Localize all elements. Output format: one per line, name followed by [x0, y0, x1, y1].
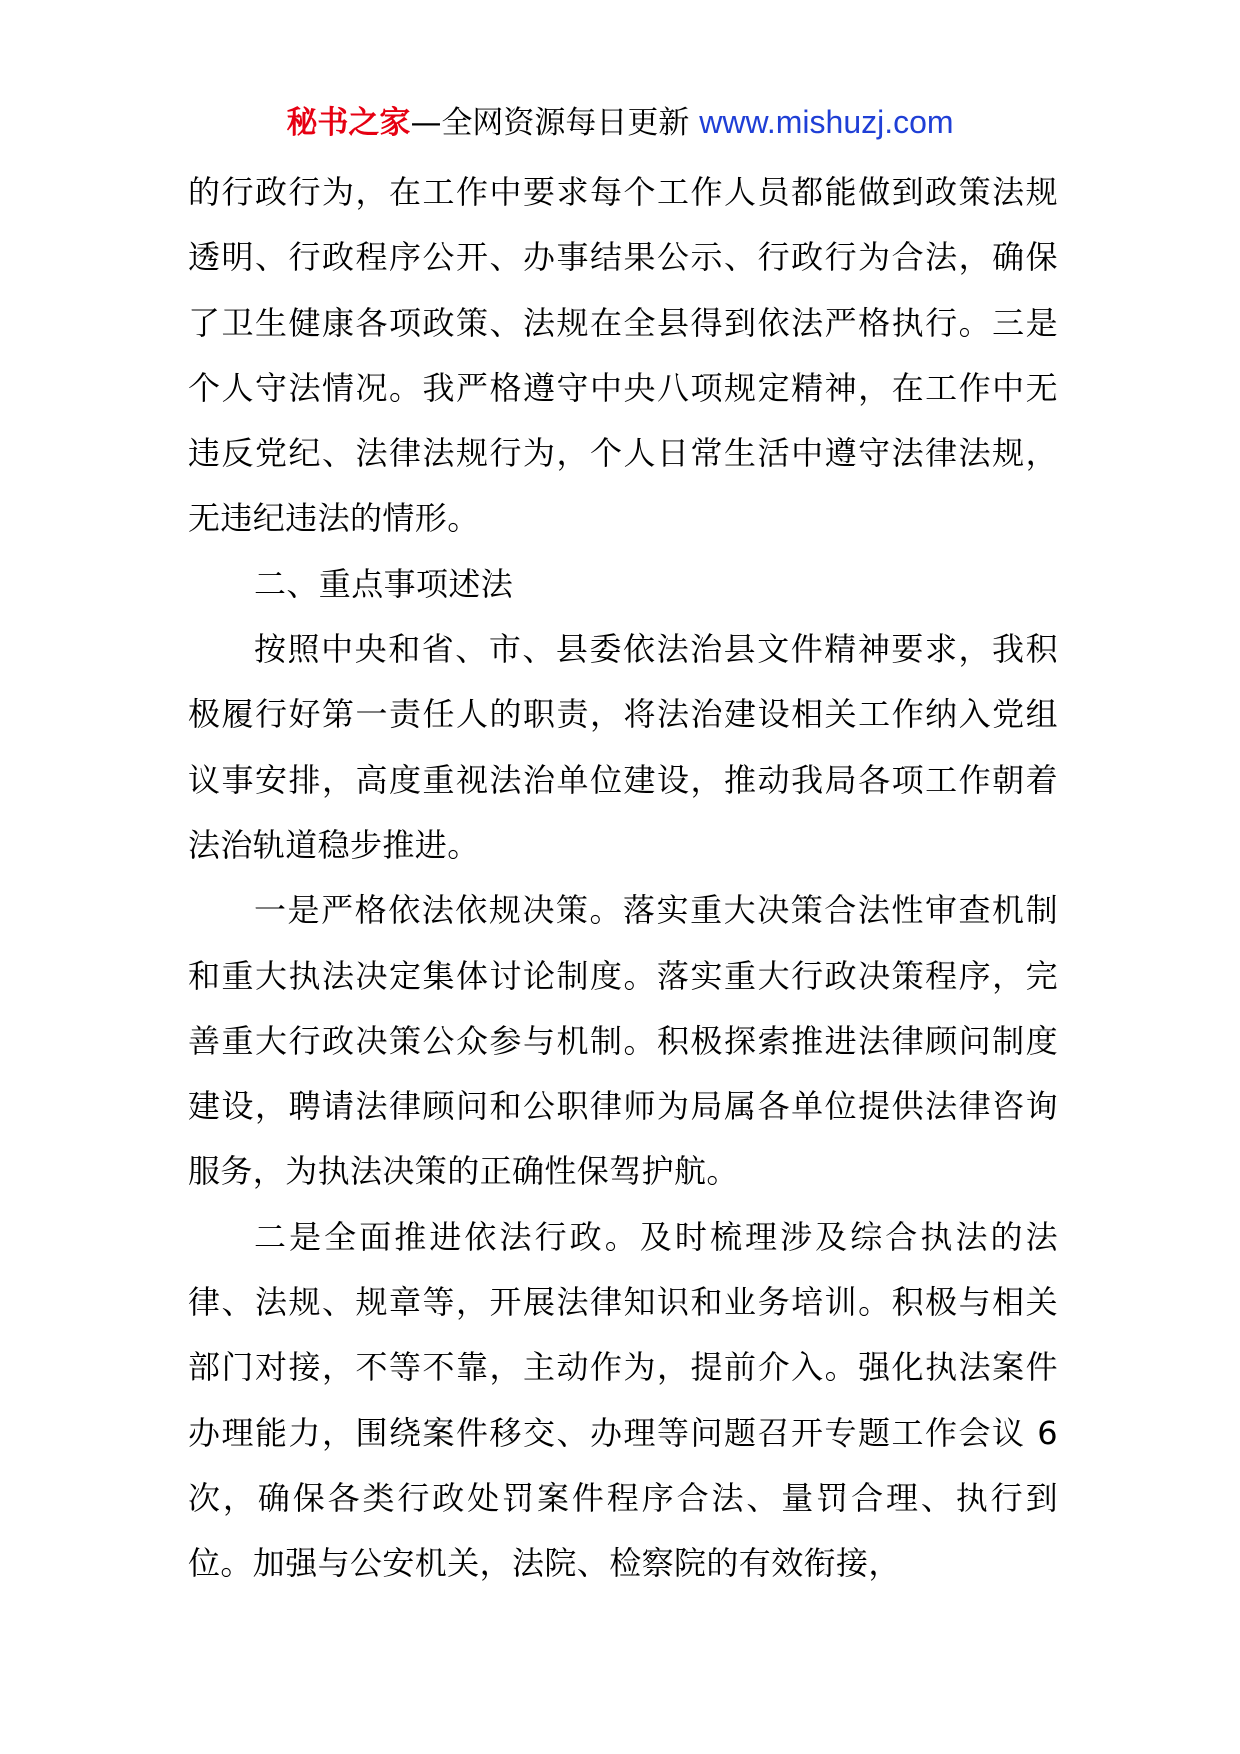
- site-url-link[interactable]: www.mishuzj.com: [699, 104, 954, 140]
- page-header: [0, 100, 1240, 145]
- paragraph-decision: 一是严格依法依规决策。落实重大决策合法性审查机制和重大执法决定集体讨论制度。落实重大行政决策程序，完善重大行政决策公众参与机制。积极探索推进法律顾问制度建设，聘请法律顾问和公职律师为局属各单位提供法律咨询服务，为执法决策的正确性保驾护航。: [188, 891, 1058, 1191]
- section-heading: 二、重点事项述法: [254, 564, 514, 603]
- site-brand: 秘书之家: [286, 105, 411, 141]
- paragraph-administration: 二是全面推进依法行政。及时梳理涉及综合执法的法律、法规、规章等，开展法律知识和业务培训。积极与相关部门对接，不等不靠，主动作为，提前介入。强化执法案件办理能力，围绕案件移交、办理等问题召开专题工作会议 6 次，确保各类行政处罚案件程序合法、量罚合理、执行到位。加强与公安机关，法院、检察院的有效衔接，: [188, 1217, 1058, 1583]
- document-body: [188, 160, 1058, 1597]
- paragraph-intro: 按照中央和省、市、县委依法治县文件精神要求，我积极履行好第一责任人的职责，将法治建设相关工作纳入党组议事安排，高度重视法治单位建设，推动我局各项工作朝着法治轨道稳步推进。: [188, 630, 1058, 864]
- site-tagline: —全网资源每日更新: [410, 105, 700, 141]
- paragraph-continuation: 的行政行为，在工作中要求每个工作人员都能做到政策法规透明、行政程序公开、办事结果公示、行政行为合法，确保了卫生健康各项政策、法规在全县得到依法严格执行。三是个人守法情况。我严格遵守中央八项规定精神，在工作中无违反党纪、法律法规行为，个人日常生活中遵守法律法规，无违纪违法的情形。: [188, 173, 1058, 538]
